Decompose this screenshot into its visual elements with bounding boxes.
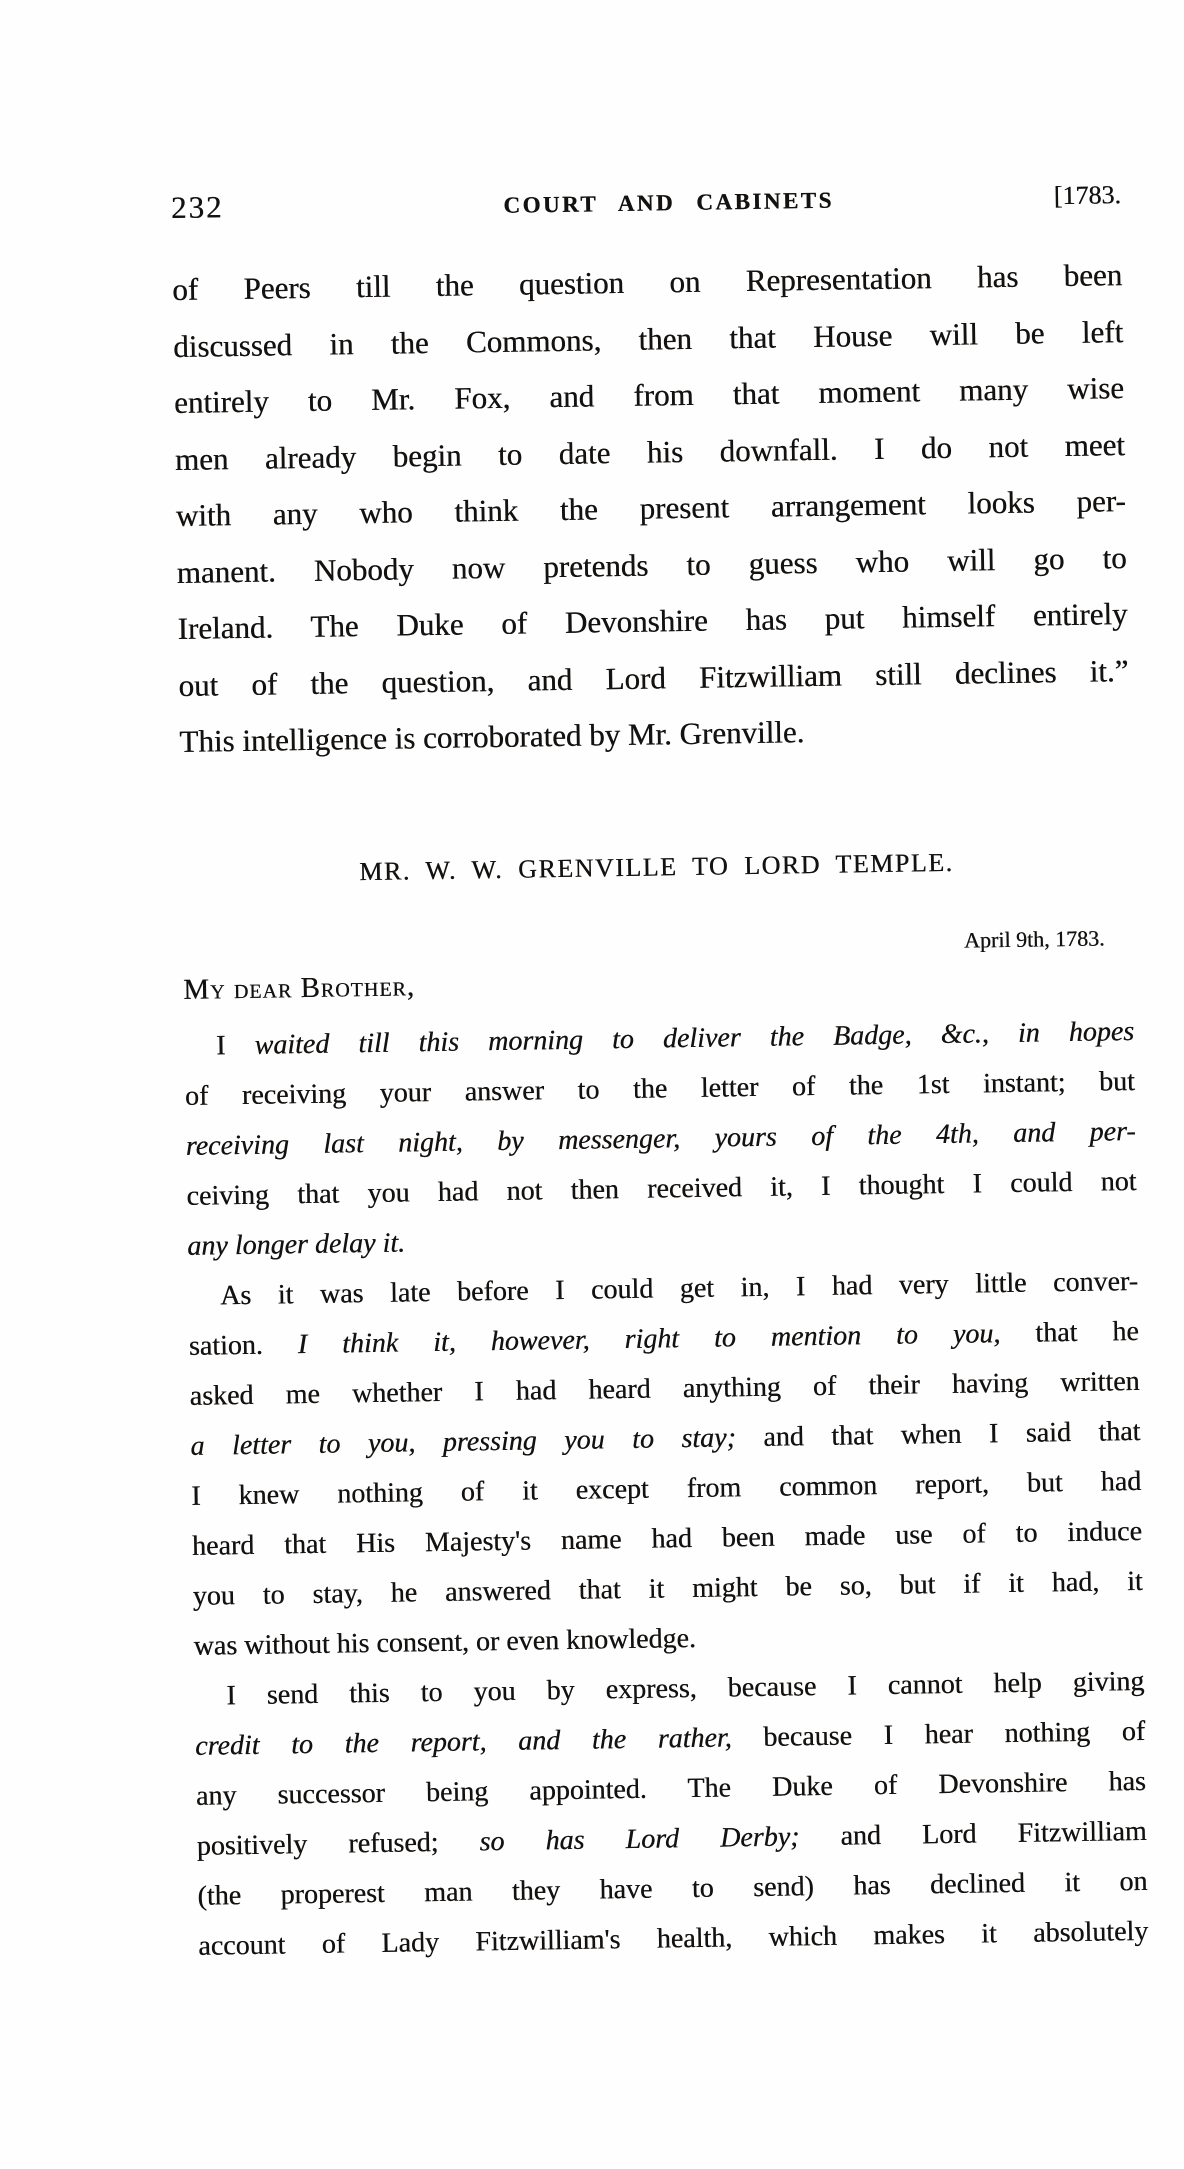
text-segment: manent. Nobody now pretends to guess who will go to bbox=[176, 539, 1127, 590]
letter-heading: MR. W. W. GRENVILLE TO LORD TEMPLE. bbox=[359, 847, 954, 887]
text-segment: with any who think the present arrangement looks per- bbox=[175, 483, 1126, 533]
letter-paragraph bbox=[188, 1257, 1144, 1672]
text-segment: positively refused; bbox=[196, 1826, 480, 1862]
text-segment: This intelligence is corroborated by Mr. Grenville. bbox=[179, 714, 805, 759]
letter-salutation: My dear Brother, bbox=[183, 970, 416, 1006]
letter-paragraph bbox=[194, 1657, 1149, 1972]
italic-text-segment: receiving last night, by messenger, yours of the 4th, and per- bbox=[185, 1115, 1136, 1162]
text-segment: Ireland. The Duke of Devonshire has put himself entirely bbox=[177, 596, 1128, 646]
italic-text-segment: any longer delay it. bbox=[187, 1227, 406, 1262]
text-segment: any successor being appointed. The Duke of Devonshire has bbox=[195, 1765, 1147, 1812]
text-segment: I send this to you by express, because I cannot help giving bbox=[226, 1665, 1145, 1712]
italic-text-segment: credit to the report, and the rather, bbox=[194, 1722, 732, 1762]
text-segment: account of Lady Fitzwilliam's health, which makes it absolutely bbox=[198, 1915, 1149, 1962]
text-segment: and that when I said that bbox=[735, 1415, 1141, 1454]
text-segment: asked me whether I had heard anything of their having written bbox=[189, 1365, 1140, 1412]
text-segment: I bbox=[215, 1029, 255, 1062]
text-segment: ceiving that you had not then received it, I thought I could not bbox=[186, 1165, 1137, 1212]
text-segment: (the properest man they have to send) has declined it on bbox=[197, 1865, 1148, 1912]
italic-text-segment: so has Lord Derby; bbox=[479, 1821, 800, 1858]
year-marker: [1783. bbox=[1053, 180, 1122, 211]
running-title: COURT AND CABINETS bbox=[503, 187, 835, 218]
letter-body bbox=[184, 1007, 1149, 1972]
italic-text-segment: I think it, however, right to mention to you, bbox=[297, 1318, 1001, 1361]
text-segment: because I hear nothing of bbox=[731, 1715, 1146, 1754]
letter-dateline: April 9th, 1783. bbox=[963, 925, 1105, 953]
letter-paragraph bbox=[184, 1007, 1138, 1272]
text-segment: of Peers till the question on Representation has been bbox=[171, 257, 1123, 308]
text-segment: As it was late before I could get in, I had very little conver- bbox=[219, 1265, 1139, 1312]
text-segment: men already begin to date his downfall. I do not meet bbox=[174, 426, 1126, 477]
text-segment: and Lord Fitzwilliam bbox=[799, 1815, 1147, 1853]
running-head bbox=[171, 175, 1121, 226]
text-segment: I knew nothing of it except from common report, but had bbox=[190, 1465, 1142, 1512]
text-segment: that he bbox=[1000, 1315, 1139, 1350]
text-segment: out of the question, and Lord Fitzwilliam still declines it.” bbox=[178, 652, 1129, 703]
intro-paragraph bbox=[172, 247, 1130, 770]
text-segment: discussed in the Commons, then that House will be left bbox=[172, 313, 1124, 364]
text-segment: heard that His Majesty's name had been made use of to induce bbox=[191, 1515, 1143, 1562]
italic-text-segment: waited till this morning to deliver the Badge, &c., in hopes bbox=[254, 1016, 1135, 1061]
text-segment: was without his consent, or even knowledge. bbox=[193, 1622, 697, 1662]
text-segment: you to stay, he answered that it might be so, but if it had, it bbox=[192, 1565, 1143, 1612]
text-segment: entirely to Mr. Fox, and from that moment many wise bbox=[173, 370, 1125, 421]
text-segment: sation. bbox=[188, 1329, 299, 1362]
text-segment: of receiving your answer to the letter of the 1st instant; but bbox=[184, 1066, 1136, 1112]
italic-text-segment: a letter to you, pressing you to stay; bbox=[190, 1422, 737, 1462]
page-number: 232 bbox=[170, 189, 224, 226]
